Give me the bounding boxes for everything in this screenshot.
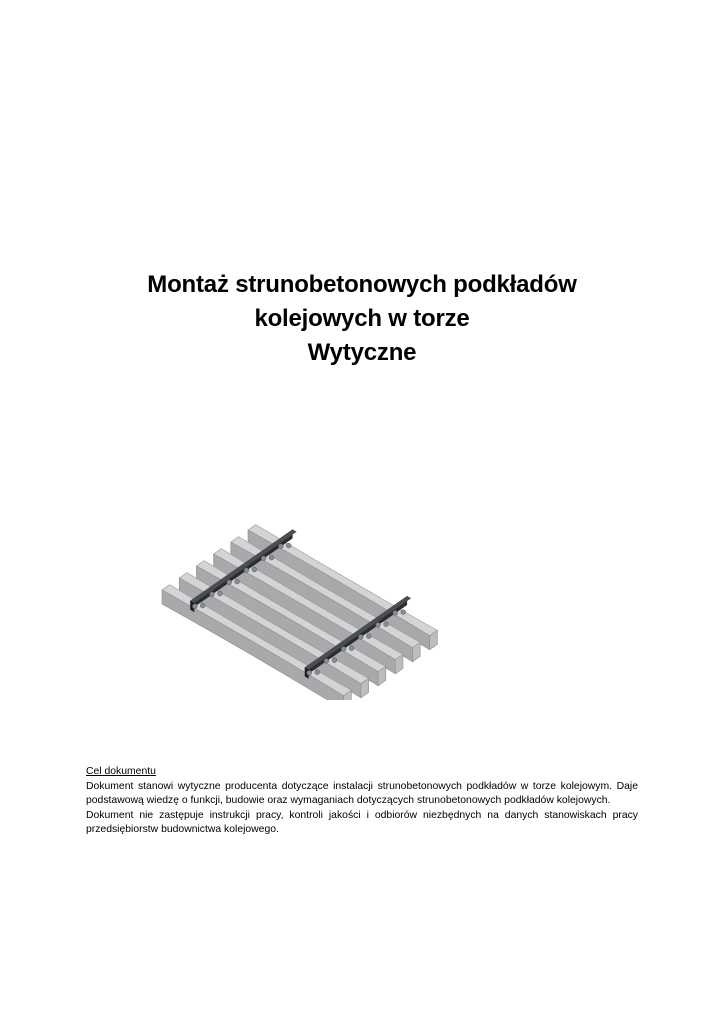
rail-clip — [278, 544, 283, 549]
document-purpose-section — [86, 765, 638, 838]
railway-sleepers-illustration — [150, 440, 570, 700]
rail-clip — [366, 634, 371, 639]
rail-clip — [376, 623, 381, 628]
purpose-paragraph-2: Dokument nie zastępuje instrukcji pracy, kontroli jakości i odbiorów niezbędnych na danych stanowiskach pracy przedsiębiorstw budownictwa kolejowego. — [86, 809, 638, 835]
rail-clip — [200, 603, 205, 608]
rail-clip — [401, 610, 406, 615]
rail-clip — [244, 568, 249, 573]
rail-clip — [324, 659, 329, 664]
rail-clip — [252, 567, 257, 572]
rail-clip — [235, 579, 240, 584]
rail-clip — [210, 592, 215, 597]
rail-clip — [192, 604, 197, 609]
rail-clip — [349, 646, 354, 651]
rail-clip — [341, 647, 346, 652]
rail-clip — [227, 580, 232, 585]
rail-clip — [393, 611, 398, 616]
rail-clip — [384, 622, 389, 627]
title-line-2: kolejowych w torze — [254, 305, 470, 332]
rail-clip — [269, 555, 274, 560]
rail-clip — [218, 591, 223, 596]
rail-clip — [286, 543, 291, 548]
document-title — [62, 268, 662, 370]
rail-clip — [358, 635, 363, 640]
purpose-paragraph-1: Dokument stanowi wytyczne producenta dotyczące instalacji strunobetonowych podkładów w torze kolejowym. Daje podstawową wiedzę o funkcji, budowie oraz wymaganiach dotyczących strunobetonowych podkładów kolejowych. — [86, 780, 638, 806]
title-line-3: Wytyczne — [307, 339, 417, 366]
purpose-heading: Cel dokumentu — [86, 766, 156, 777]
rail-clip — [307, 671, 312, 676]
rail-clip — [315, 670, 320, 675]
title-line-1: Montaż strunobetonowych podkładów — [147, 271, 577, 298]
rail-clip — [332, 658, 337, 663]
rail-clip — [261, 556, 266, 561]
